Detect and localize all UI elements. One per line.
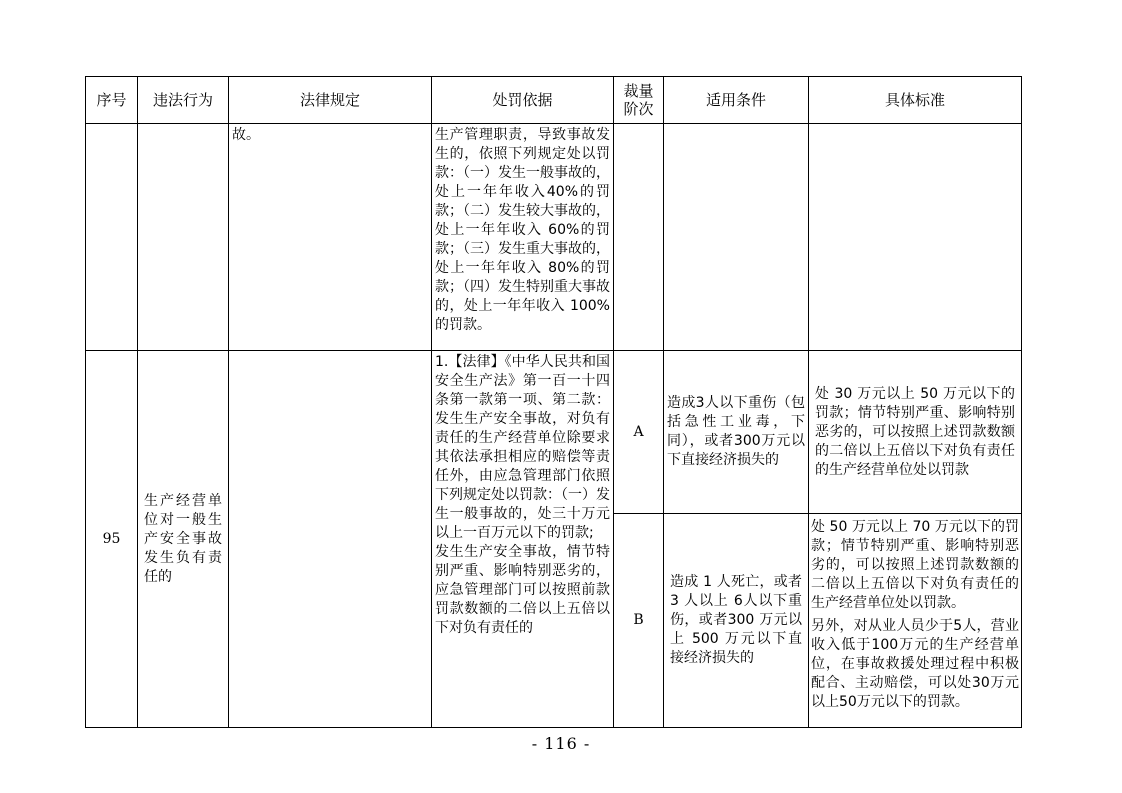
row-95-penalty-basis-p1: 1.【法律】《中华人民共和国安全生产法》第一百一十四条第一款第一项、第二款：发生生产安全事故，对负有责任的生产经营单位除要求其依法承担相应的赔偿等责任外，由应急管理部门依照下列规定处以罚款：（一）发生一般事故的，处三十万元以上一百万元以下的罚款; bbox=[435, 354, 610, 541]
tier-a-condition-cell bbox=[664, 351, 809, 514]
continuation-level-cell bbox=[614, 124, 664, 351]
row-95-violation: 生产经营单位对一般生产安全事故发生负有责任的 bbox=[144, 492, 222, 585]
continuation-row bbox=[86, 124, 1022, 351]
tier-a-standard: 处 30 万元以上 50 万元以下的罚款；情节特别严重、影响特别恶劣的，可以按照上述罚款数额的二倍以上五倍以下对负有责任的生产经营单位处以罚款 bbox=[815, 385, 1015, 478]
row-95-penalty-basis-p2: 发生生产安全事故，情节特别严重、影响特别恶劣的，应急管理部门可以按照前款罚款数额的二倍以上五倍以下对负有责任的 bbox=[435, 544, 610, 636]
continuation-standard-cell bbox=[809, 124, 1022, 351]
penalty-standards-table bbox=[85, 76, 1022, 728]
tier-b-standard bbox=[809, 514, 1021, 712]
continuation-penalty-basis-cell bbox=[432, 124, 614, 351]
tier-a-condition: 造成3人以下重伤（包括急性工业毒，下同），或者300万元以下直接经济损失的 bbox=[667, 395, 805, 468]
tier-a-standard-cell bbox=[809, 351, 1022, 514]
tier-b-standard-p2: 另外，对从业人员少于5人，营业收入低于100万元的生产经营单位，在事故救援处理过程中积极配合、主动赔偿，可以处30万元以上50万元以下的罚款。 bbox=[811, 618, 1019, 710]
page-number: - 116 - bbox=[531, 734, 591, 753]
header-legal-provision: 法律规定 bbox=[229, 77, 432, 124]
row-95-tier-a bbox=[86, 351, 1022, 514]
row-95-number: 95 bbox=[86, 351, 138, 728]
tier-b-level: B bbox=[614, 514, 664, 728]
header-applicable-condition: 适用条件 bbox=[664, 77, 809, 124]
row-95-penalty-basis-cell bbox=[432, 351, 614, 728]
row-95-violation-cell bbox=[138, 351, 229, 728]
continuation-number-cell bbox=[86, 124, 138, 351]
row-95-legal-provision-cell bbox=[229, 351, 432, 728]
header-discretion-level: 裁量 阶次 bbox=[614, 77, 664, 124]
tier-b-condition-cell bbox=[664, 514, 809, 728]
continuation-legal-provision-cell bbox=[229, 124, 432, 351]
continuation-legal-provision-text: 故。 bbox=[232, 127, 260, 143]
header-specific-standard: 具体标准 bbox=[809, 77, 1022, 124]
tier-b-standard-p1: 处 50 万元以上 70 万元以下的罚款；情节特别严重、影响特别恶劣的，可以按照上述罚款数额的二倍以上五倍以下对负有责任的生产经营单位处以罚款。 bbox=[811, 519, 1019, 611]
continuation-violation-cell bbox=[138, 124, 229, 351]
header-violation: 违法行为 bbox=[138, 77, 229, 124]
tier-b-standard-cell bbox=[809, 514, 1022, 728]
tier-a-level: A bbox=[614, 351, 664, 514]
row-95-penalty-basis bbox=[432, 351, 613, 640]
tier-b-condition: 造成 1 人死亡，或者 3 人以上 6人以下重伤，或者300 万元以上 500 万元以下直接经济损失的 bbox=[670, 574, 802, 666]
header-row bbox=[86, 77, 1022, 124]
continuation-condition-cell bbox=[664, 124, 809, 351]
header-penalty-basis: 处罚依据 bbox=[432, 77, 614, 124]
continuation-penalty-basis-text: 生产管理职责，导致事故发生的，依照下列规定处以罚款：（一）发生一般事故的，处上一年年收入40%的罚款；（二）发生较大事故的，处上一年年收入 60%的罚款；（三）发生重大事故的，处上一年年收入 80%的罚款；（四）发生特别重大事故的，处上一年年收入 100% 的罚款。 bbox=[435, 127, 610, 333]
header-number: 序号 bbox=[86, 77, 138, 124]
